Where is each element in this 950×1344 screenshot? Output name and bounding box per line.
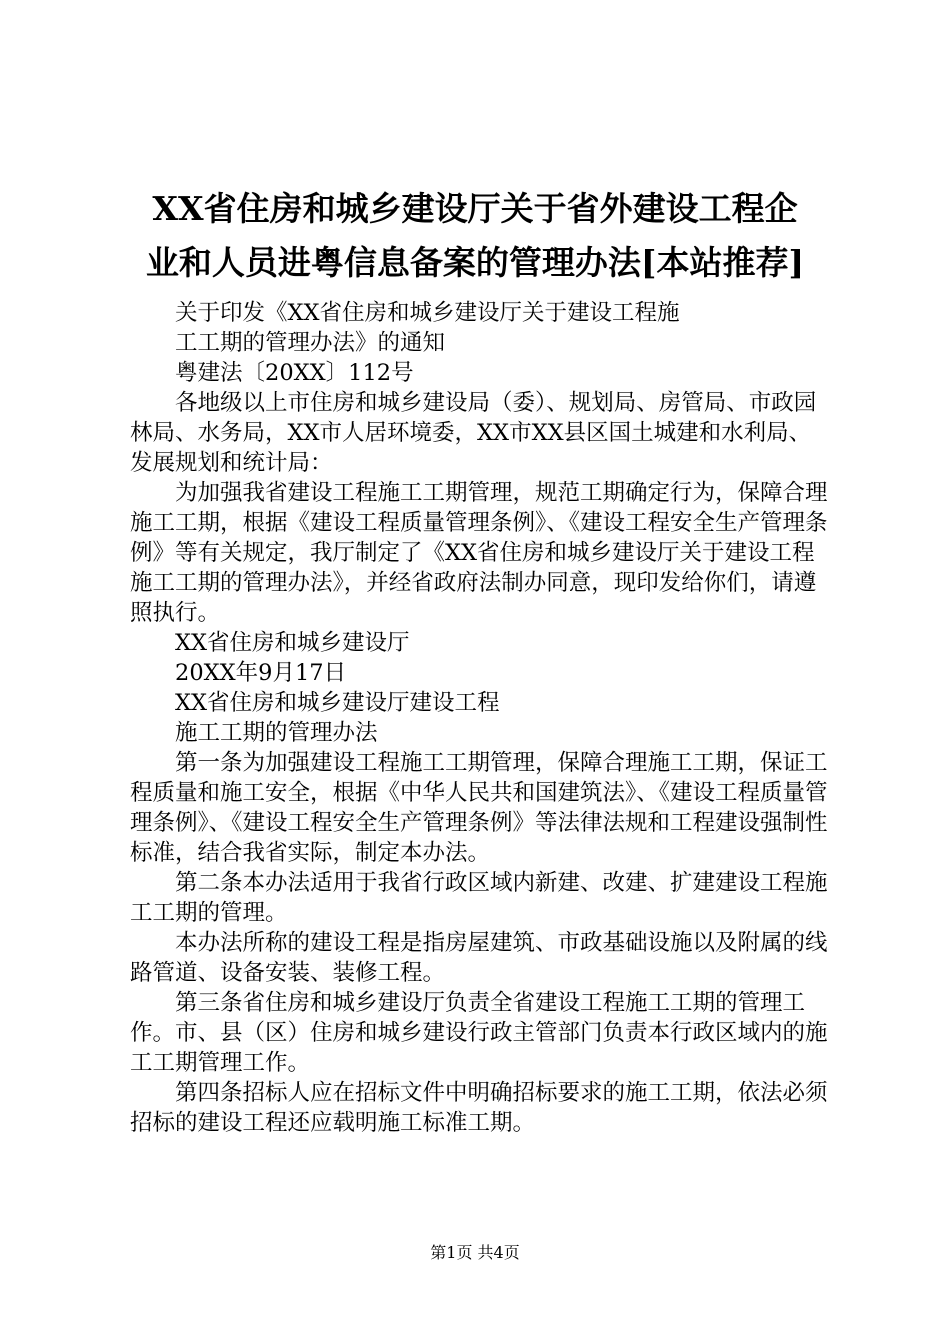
paragraph: 工工期的管理办法》的通知 (175, 330, 446, 356)
paragraph: 为加强我省建设工程施工工期管理，规范工期确定行为，保障合理施工工期，根据《建设工程质量管理条例》、《建设工程安全生产管理条例》等有关规定，我厅制定了《XX省住房和城乡建设厅关于建设工程施工工期的管理办法》，并经省政府法制办同意，现印发给你们，请遵照执行。 (130, 480, 828, 626)
paragraph: 第二条本办法适用于我省行政区域内新建、改建、扩建建设工程施工工期的管理。 (130, 870, 828, 926)
paragraph: 本办法所称的建设工程是指房屋建筑、市政基础设施以及附属的线路管道、设备安装、装修工程。 (130, 930, 828, 986)
paragraph: 20XX年9月17日 (175, 660, 347, 686)
paragraph: XX省住房和城乡建设厅建设工程 (175, 690, 500, 716)
title-line-2: 业和人员进粤信息备案的管理办法[本站推荐] (145, 243, 805, 282)
document-title (120, 182, 830, 290)
document-body (130, 298, 830, 1138)
paragraph: 第四条招标人应在招标文件中明确招标要求的施工工期，依法必须招标的建设工程还应载明施工标准工期。 (130, 1080, 828, 1136)
title-line-1: XX省住房和城乡建设厅关于省外建设工程企 (152, 189, 798, 228)
paragraph: 各地级以上市住房和城乡建设局（委）、规划局、房管局、市政园林局、水务局，XX市人居环境委，XX市XX县区国土城建和水利局、发展规划和统计局： (130, 390, 817, 476)
paragraph: 粤建法〔20XX〕112号 (175, 360, 414, 386)
paragraph: 施工工期的管理办法 (175, 720, 378, 746)
paragraph: 第一条为加强建设工程施工工期管理，保障合理施工工期，保证工程质量和施工安全，根据《中华人民共和国建筑法》、《建设工程质量管理条例》、《建设工程安全生产管理条例》等法律法规和工程建设强制性标准，结合我省实际，制定本办法。 (130, 750, 828, 866)
paragraph: 关于印发《XX省住房和城乡建设厅关于建设工程施 (175, 300, 680, 326)
paragraph: XX省住房和城乡建设厅 (175, 630, 410, 656)
page-footer: 第1页 共4页 (430, 1243, 520, 1262)
paragraph: 第三条省住房和城乡建设厅负责全省建设工程施工工期的管理工作。市、县（区）住房和城乡建设行政主管部门负责本行政区域内的施工工期管理工作。 (130, 990, 828, 1076)
